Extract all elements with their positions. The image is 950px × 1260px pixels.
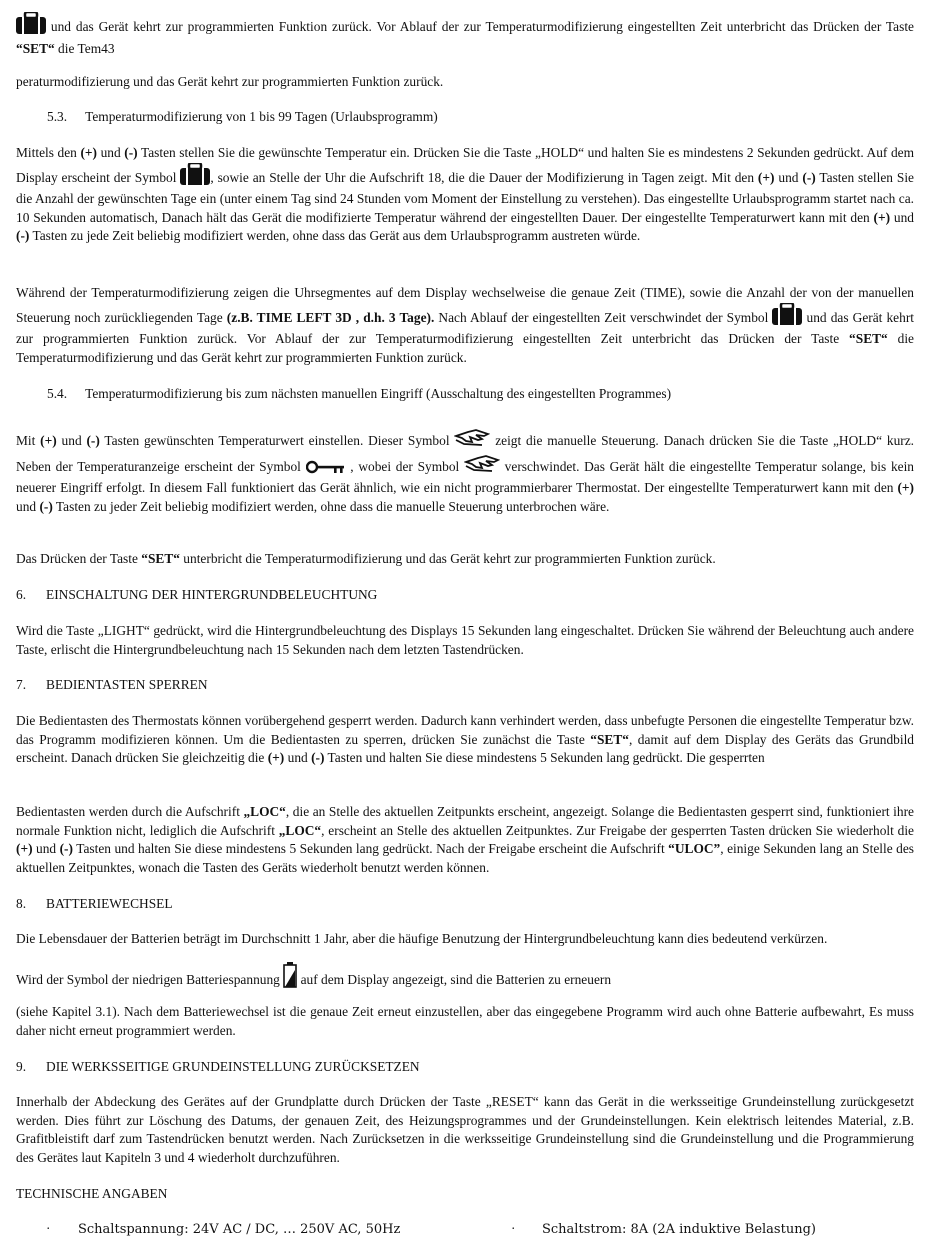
suitcase-icon	[16, 12, 46, 40]
text-span: (-)	[311, 750, 325, 766]
paragraph	[16, 73, 914, 92]
text-span: und	[890, 209, 915, 225]
text-span: verschwindet. Das Gerät hält die eingestellte Temperatur solange, bis kein neuerer Eingriff erfolgt. In diesem Fall funktioniert das Gerät ähnlich, wie ein nicht programmierbarer Thermostat. Der eingestellte Temperaturwert kann mit den	[16, 458, 914, 496]
text-span: Die Bedientasten des Thermostats können vorübergehend gesperrt werden. Dadurch kann verhindert werden, dass unbefugte Personen die eingestellte Temperatur bzw. das Programm modifizieren können. Um die Bedientasten zu sperren, drücken Sie zunächst die Taste	[16, 713, 914, 747]
paragraph	[16, 428, 914, 516]
text-span: (+)	[873, 209, 891, 225]
text: die Tem43	[54, 40, 115, 56]
text-span: , wobei der Symbol	[345, 458, 464, 474]
text-span: Schaltstrom: 8A (2A induktive Belastung)	[542, 1222, 816, 1237]
text-span: (+)	[40, 433, 57, 448]
paragraph-continuation	[16, 12, 914, 58]
text-span: “SET“	[590, 731, 629, 747]
text-span: “ULOC”	[668, 841, 721, 857]
hand-icon	[454, 428, 490, 454]
text-span: (+)	[267, 750, 285, 766]
text-span: , die an Stelle des aktuellen Zeitpunkts erscheint, angezeigt. Solange die Bedientasten gesperrt sind, funktioniert ihre normale Funktion nicht, lediglich die Aufschrift	[16, 804, 914, 838]
text-span: (-)	[39, 498, 53, 514]
text-span: (+)	[897, 480, 914, 496]
suitcase-icon	[772, 303, 802, 331]
paragraph	[16, 550, 914, 569]
text-span: Tasten stellen Sie die Anzahl der gewünschten Tage ein (unter einem Tag sind 24 Stunden vom Moment der Einstellung zu verstehen). Das eingestellte Urlaubsprogramm startet nach ca. 10 Sekunden automatisch, Danach hält das Gerät die modifizierte Temperatur während der eingestellten Dauer. Der eingestellte Temperaturwert kann mit den	[16, 169, 915, 225]
text-span: (siehe Kapitel 3.1). Nach dem Batteriewechsel ist die genaue Zeit erneut einzustellen, aber das eingegebene Programm wird auch ohne Batterie aufbewahrt, Es muss daher nicht erneut programmiert werden.	[16, 1004, 914, 1038]
tech-list-item	[46, 1220, 50, 1239]
text-span: (-)	[16, 228, 30, 244]
text-span: Tasten zu jeder Zeit beliebig modifiziert werden, ohne dass die manuelle Steuerung unterbrochen wäre.	[52, 498, 610, 514]
text-span: Temperaturmodifizierung bis zum nächsten manuellen Eingriff (Ausschaltung des eingestellten Programmes)	[85, 386, 672, 401]
text-span: und	[97, 145, 125, 160]
text-span: und	[16, 498, 40, 514]
text-span: (-)	[124, 145, 138, 160]
text-span: (+)	[757, 169, 775, 185]
text-span: und	[32, 841, 60, 857]
text-span: Bedientasten werden durch die Aufschrift	[16, 804, 244, 819]
text-span: “SET“	[849, 331, 888, 347]
tech-heading	[16, 1185, 167, 1204]
suitcase-icon	[180, 163, 210, 191]
section-heading-9	[16, 1058, 420, 1077]
text-span: und das Gerät kehrt zur programmierten Funktion zurück. Vor Ablauf der zur Temperaturmodifizierung eingestellten Zeit unterbricht das Drücken der Taste	[16, 309, 915, 347]
text-span: (+)	[80, 145, 97, 160]
text-span: BEDIENTASTEN SPERREN	[46, 677, 208, 692]
text-span: , einige Sekunden lang an Stelle des aktuellen Zeitpunktes, wonach die Tasten des Geräts wiederholt benutzt werden können.	[16, 841, 914, 875]
section-heading-6	[16, 586, 377, 605]
battery-low-icon	[283, 962, 297, 994]
text-span: “SET“	[141, 551, 180, 566]
hand-icon	[464, 454, 500, 480]
text-span: zeigt die manuelle Steuerung. Danach drücken Sie die Taste „HOLD“ kurz. Neben der Temperaturanzeige erscheint der Symbol	[16, 433, 915, 474]
set-key: “SET“	[16, 40, 55, 56]
text-span: 8.	[16, 896, 27, 911]
text-span: 5.4.	[47, 386, 68, 401]
text: und das Gerät kehrt zur programmierten Funktion zurück. Vor Ablauf der zur Temperaturmodifizierung eingestellten Zeit unterbricht das Drücken der Taste	[50, 19, 914, 34]
text-span: (-)	[802, 169, 816, 185]
text-span: EINSCHALTUNG DER HINTERGRUNDBELEUCHTUNG	[46, 587, 378, 602]
bullet: ·	[46, 1221, 51, 1236]
text-span: 6.	[16, 587, 27, 602]
text-span: 7.	[16, 677, 27, 692]
text-span: Die Lebensdauer der Batterien beträgt im Durchschnitt 1 Jahr, aber die häufige Benutzung der Hintergrundbeleuchtung kann dies bedeutend verkürzen.	[16, 931, 828, 946]
text-span: und	[774, 169, 803, 185]
section-heading-5-4	[47, 385, 671, 404]
text-span: Tasten und halten Sie diese mindestens 5 Sekunden lang gedrückt. Nach der Freigabe erscheint die Aufschrift	[72, 841, 669, 857]
paragraph	[16, 622, 914, 659]
text-span: , erscheint an Stelle des aktuellen Zeitpunktes. Zur Freigabe der gesperrten Tasten drücken Sie wiederholt die	[321, 822, 914, 838]
text-span: BATTERIEWECHSEL	[46, 896, 173, 911]
text-span: , damit auf dem Display des Geräts das Grundbild erscheint. Danach drücken Sie gleichzeitig die	[16, 731, 914, 766]
text-span: die Temperaturmodifizierung und das Gerät kehrt zur programmierten Funktion zurück.	[16, 331, 914, 365]
text-span: DIE WERKSSEITIGE GRUNDEINSTELLUNG ZURÜCKSETZEN	[46, 1059, 420, 1074]
paragraph	[16, 962, 914, 994]
paragraph	[16, 803, 914, 877]
text-span: unterbricht die Temperaturmodifizierung und das Gerät kehrt zur programmierten Funktion zurück.	[179, 551, 716, 566]
text-span: Nach Ablauf der eingestellten Zeit verschwindet der Symbol	[434, 309, 773, 325]
text-span: (z.B. TIME LEFT 3D , d.h. 3 Tage).	[226, 309, 435, 325]
text-span: und	[56, 433, 87, 448]
text-span: TECHNISCHE ANGABEN	[16, 1186, 168, 1201]
text-span: , sowie an Stelle der Uhr die Aufschrift 18, die die Dauer der Modifizierung in Tagen zeigt. Mit den	[210, 169, 758, 185]
paragraph	[16, 144, 914, 246]
text-span: 5.3.	[47, 109, 68, 124]
text-span: Wird die Taste „LIGHT“ gedrückt, wird die Hintergrundbeleuchtung des Displays 15 Sekunden lang eingeschaltet. Drücken Sie während der Beleuchtung auch andere Taste, erlischt die Hintergrundbeleuchtung nach 15 Sekunden nach dem letzten Tastendrücken.	[16, 623, 914, 657]
text-span: Tasten gewünschten Temperaturwert einstellen. Dieser Symbol	[99, 433, 455, 448]
text-span: (-)	[86, 433, 100, 448]
text-span: Mit	[16, 433, 41, 448]
text-span: Wird der Symbol der niedrigen Batteriespannung	[16, 972, 284, 987]
text-span: Mittels den	[16, 145, 81, 160]
tech-list-item-text	[542, 1221, 816, 1240]
paragraph	[16, 1093, 914, 1167]
section-heading-5-3	[47, 108, 438, 127]
section-heading-7	[16, 676, 208, 695]
paragraph	[16, 712, 914, 768]
section-heading-8	[16, 895, 173, 914]
text-span: (-)	[59, 841, 73, 857]
text-span: Tasten zu jede Zeit beliebig modifiziert werden, ohne dass das Gerät aus dem Urlaubsprogramm austreten würde.	[29, 228, 641, 244]
text-span: Temperaturmodifizierung von 1 bis 99 Tagen (Urlaubsprogramm)	[85, 109, 438, 124]
paragraph	[16, 284, 914, 367]
text-span: peraturmodifizierung und das Gerät kehrt zur programmierten Funktion zurück.	[16, 74, 444, 89]
text-span: Das Drücken der Taste	[16, 551, 142, 566]
tech-list-item	[511, 1220, 515, 1239]
text-span: und	[284, 750, 312, 766]
text-span: Während der Temperaturmodifizierung zeigen die Uhrsegmentes auf dem Display wechselweise die genaue Zeit (TIME), sowie die Anzahl der von der manuellen Steuerung noch zurückliegenden Tage	[16, 285, 914, 325]
text-span: „LOC“	[278, 822, 322, 838]
text-span: Tasten stellen Sie die gewünschte Temperatur ein. Drücken Sie die Taste „HOLD“ und halten Sie es mindestens 2 Sekunden gedrückt. Auf dem Display erscheint der Symbol	[16, 145, 914, 185]
text-span: Tasten und halten Sie diese mindestens 5 Sekunden lang gedrückt. Die gesperrten	[324, 750, 765, 766]
text-span: Innerhalb der Abdeckung des Gerätes auf der Grundplatte durch Drücken der Taste „RESET“ kann das Gerät in die werksseitige Grundeinstellung zurückgesetzt werden. Dies führt zur Löschung des Datums, der genauen Zeit, des Heizungsprogrammes und der Grundeinstellungen. Kein elektrisch leitendes Material, z.B. Grafitbleistift darf zum Tastendrücken benutzt werden. Nach Zurücksetzen in die werksseitige Grundeinstellung sind die Grundeinstellung und die Programmierung des Gerätes laut Kapiteln 3 und 4 wiederholt durchzuführen.	[16, 1094, 914, 1165]
key-icon	[306, 460, 346, 480]
bullet: ·	[511, 1221, 516, 1236]
text-span: auf dem Display angezeigt, sind die Batterien zu erneuern	[297, 972, 612, 987]
text-span: 9.	[16, 1059, 27, 1074]
text-span: (+)	[16, 841, 33, 857]
text-span: Schaltspannung: 24V AC / DC, … 250V AC, 50Hz	[78, 1222, 401, 1237]
paragraph	[16, 930, 914, 949]
paragraph	[16, 1003, 914, 1040]
tech-list-item-text	[78, 1221, 400, 1240]
text-span: „LOC“	[243, 804, 286, 819]
